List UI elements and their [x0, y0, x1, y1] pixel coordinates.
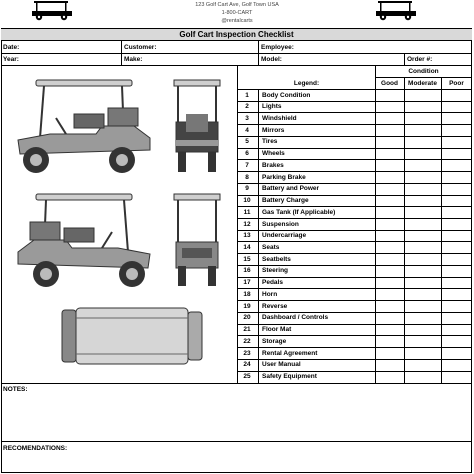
moderate-condition-cell[interactable] — [404, 371, 441, 383]
good-condition-cell[interactable] — [375, 347, 404, 359]
item-label: Seatbelts — [262, 255, 291, 263]
poor-condition-cell[interactable] — [441, 171, 472, 183]
poor-condition-cell[interactable] — [441, 218, 472, 230]
poor-condition-cell[interactable] — [441, 89, 472, 101]
poor-condition-cell[interactable] — [441, 230, 472, 242]
moderate-condition-cell[interactable] — [404, 183, 441, 195]
item-label: Floor Mat — [262, 326, 292, 334]
item-number: 16 — [243, 267, 251, 275]
moderate-condition-cell[interactable] — [404, 253, 441, 265]
poor-condition-cell[interactable] — [441, 253, 472, 265]
good-condition-cell[interactable] — [375, 112, 404, 124]
good-condition-cell[interactable] — [375, 136, 404, 148]
item-number: 24 — [243, 361, 251, 369]
item-label: Reverse — [262, 302, 288, 310]
company-handle: @rentalcarts — [221, 18, 253, 24]
item-label: Steering — [262, 267, 289, 275]
item-number: 9 — [245, 185, 249, 193]
moderate-condition-cell[interactable] — [404, 324, 441, 336]
good-condition-cell[interactable] — [375, 324, 404, 336]
good-condition-cell[interactable] — [375, 171, 404, 183]
poor-condition-cell[interactable] — [441, 148, 472, 160]
poor-condition-cell[interactable] — [441, 241, 472, 253]
item-label: Wheels — [262, 150, 285, 158]
item-number: 3 — [245, 114, 249, 122]
poor-condition-cell[interactable] — [441, 312, 472, 324]
item-label: Horn — [262, 290, 278, 298]
golf-cart-side-view-right — [10, 192, 158, 292]
poor-condition-cell[interactable] — [441, 335, 472, 347]
item-label: Parking Brake — [262, 173, 306, 181]
item-number: 17 — [243, 279, 251, 287]
item-label: Body Condition — [262, 91, 311, 99]
poor-column-header: Poor — [449, 80, 464, 87]
item-number: 21 — [243, 326, 251, 334]
poor-condition-cell[interactable] — [441, 265, 472, 277]
item-label: Mirrors — [262, 126, 285, 134]
item-label: Storage — [262, 337, 287, 345]
poor-condition-cell[interactable] — [441, 124, 472, 136]
item-label: Battery and Power — [262, 185, 320, 193]
item-number: 6 — [245, 150, 249, 158]
item-label: Suspension — [262, 220, 299, 228]
item-label: Seats — [262, 243, 280, 251]
moderate-column-header: Moderate — [408, 80, 437, 87]
item-number: 4 — [245, 126, 249, 134]
moderate-condition-cell[interactable] — [404, 277, 441, 289]
item-label: Battery Charge — [262, 197, 309, 205]
moderate-condition-cell[interactable] — [404, 218, 441, 230]
good-condition-cell[interactable] — [375, 312, 404, 324]
item-label: Lights — [262, 103, 282, 111]
moderate-condition-cell[interactable] — [404, 241, 441, 253]
good-condition-cell[interactable] — [375, 195, 404, 207]
item-label: Safety Equipment — [262, 373, 317, 381]
poor-condition-cell[interactable] — [441, 112, 472, 124]
customer-field[interactable]: Customer: — [124, 44, 157, 51]
moderate-condition-cell[interactable] — [404, 300, 441, 312]
employee-field[interactable]: Employee: — [261, 44, 294, 51]
good-condition-cell[interactable] — [375, 124, 404, 136]
poor-condition-cell[interactable] — [441, 359, 472, 371]
poor-condition-cell[interactable] — [441, 101, 472, 113]
item-number: 11 — [243, 208, 251, 216]
item-number: 13 — [243, 232, 251, 240]
good-condition-cell[interactable] — [375, 230, 404, 242]
poor-condition-cell[interactable] — [441, 324, 472, 336]
golf-cart-front-view — [172, 78, 222, 178]
model-field[interactable]: Model: — [261, 56, 282, 63]
notes-label: NOTES: — [3, 386, 28, 393]
good-condition-cell[interactable] — [375, 335, 404, 347]
moderate-condition-cell[interactable] — [404, 347, 441, 359]
moderate-condition-cell[interactable] — [404, 195, 441, 207]
item-label: Rental Agreement — [262, 349, 318, 357]
poor-condition-cell[interactable] — [441, 288, 472, 300]
moderate-condition-cell[interactable] — [404, 148, 441, 160]
legend-label: Legend: — [293, 80, 320, 87]
moderate-condition-cell[interactable] — [404, 206, 441, 218]
item-number: 23 — [243, 349, 251, 357]
date-field[interactable]: Date: — [3, 44, 20, 51]
item-number: 15 — [243, 255, 251, 263]
year-field[interactable]: Year: — [3, 56, 19, 63]
good-condition-cell[interactable] — [375, 288, 404, 300]
moderate-condition-cell[interactable] — [404, 159, 441, 171]
moderate-condition-cell[interactable] — [404, 359, 441, 371]
moderate-condition-cell[interactable] — [404, 265, 441, 277]
golf-cart-rear-view — [172, 192, 222, 292]
company-phone: 1-800-CART — [221, 10, 253, 16]
item-label: User Manual — [262, 361, 301, 369]
moderate-condition-cell[interactable] — [404, 171, 441, 183]
good-condition-cell[interactable] — [375, 159, 404, 171]
good-condition-cell[interactable] — [375, 371, 404, 383]
poor-condition-cell[interactable] — [441, 195, 472, 207]
good-condition-cell[interactable] — [375, 183, 404, 195]
good-condition-cell[interactable] — [375, 218, 404, 230]
poor-condition-cell[interactable] — [441, 347, 472, 359]
poor-condition-cell[interactable] — [441, 300, 472, 312]
good-condition-cell[interactable] — [375, 277, 404, 289]
moderate-condition-cell[interactable] — [404, 101, 441, 113]
poor-condition-cell[interactable] — [441, 206, 472, 218]
company-address: 123 Golf Cart Ave, Golf Town USA — [195, 2, 279, 8]
make-field[interactable]: Make: — [124, 56, 143, 63]
item-label: Pedals — [262, 279, 283, 287]
good-condition-cell[interactable] — [375, 253, 404, 265]
moderate-condition-cell[interactable] — [404, 136, 441, 148]
moderate-condition-cell[interactable] — [404, 124, 441, 136]
poor-condition-cell[interactable] — [441, 136, 472, 148]
item-label: Windshield — [262, 114, 297, 122]
item-number: 19 — [243, 302, 251, 310]
poor-condition-cell[interactable] — [441, 277, 472, 289]
good-column-header: Good — [381, 80, 398, 87]
item-number: 5 — [245, 138, 249, 146]
item-label: Brakes — [262, 161, 284, 169]
item-label: Gas Tank (If Applicable) — [262, 208, 336, 216]
item-number: 1 — [245, 91, 249, 99]
moderate-condition-cell[interactable] — [404, 288, 441, 300]
moderate-condition-cell[interactable] — [404, 312, 441, 324]
good-condition-cell[interactable] — [375, 206, 404, 218]
item-number: 25 — [243, 373, 251, 381]
poor-condition-cell[interactable] — [441, 183, 472, 195]
moderate-condition-cell[interactable] — [404, 89, 441, 101]
poor-condition-cell[interactable] — [441, 371, 472, 383]
good-condition-cell[interactable] — [375, 241, 404, 253]
item-label: Tires — [262, 138, 278, 146]
item-number: 7 — [245, 161, 249, 169]
moderate-condition-cell[interactable] — [404, 230, 441, 242]
moderate-condition-cell[interactable] — [404, 335, 441, 347]
item-number: 12 — [243, 220, 251, 228]
golf-cart-side-view-left — [10, 78, 158, 178]
good-condition-cell[interactable] — [375, 265, 404, 277]
good-condition-cell[interactable] — [375, 359, 404, 371]
good-condition-cell[interactable] — [375, 101, 404, 113]
item-number: 8 — [245, 173, 249, 181]
item-number: 20 — [243, 314, 251, 322]
item-number: 2 — [245, 103, 249, 111]
recommendations-label: RECOMENDATIONS: — [3, 445, 68, 452]
golf-cart-top-view — [58, 304, 208, 368]
good-condition-cell[interactable] — [375, 89, 404, 101]
item-label: Dashboard / Controls — [262, 314, 329, 322]
poor-condition-cell[interactable] — [441, 159, 472, 171]
moderate-condition-cell[interactable] — [404, 112, 441, 124]
good-condition-cell[interactable] — [375, 148, 404, 160]
item-number: 18 — [243, 290, 251, 298]
item-label: Undercarriage — [262, 232, 307, 240]
item-number: 10 — [243, 197, 251, 205]
recommendations-area[interactable] — [1, 453, 472, 472]
item-number: 22 — [243, 337, 251, 345]
good-condition-cell[interactable] — [375, 300, 404, 312]
notes-area[interactable] — [1, 394, 472, 439]
item-number: 14 — [243, 243, 251, 251]
order-number-field[interactable]: Order #: — [407, 56, 433, 63]
form-title: Golf Cart Inspection Checklist — [1, 29, 472, 41]
condition-header: Condition — [408, 68, 439, 75]
